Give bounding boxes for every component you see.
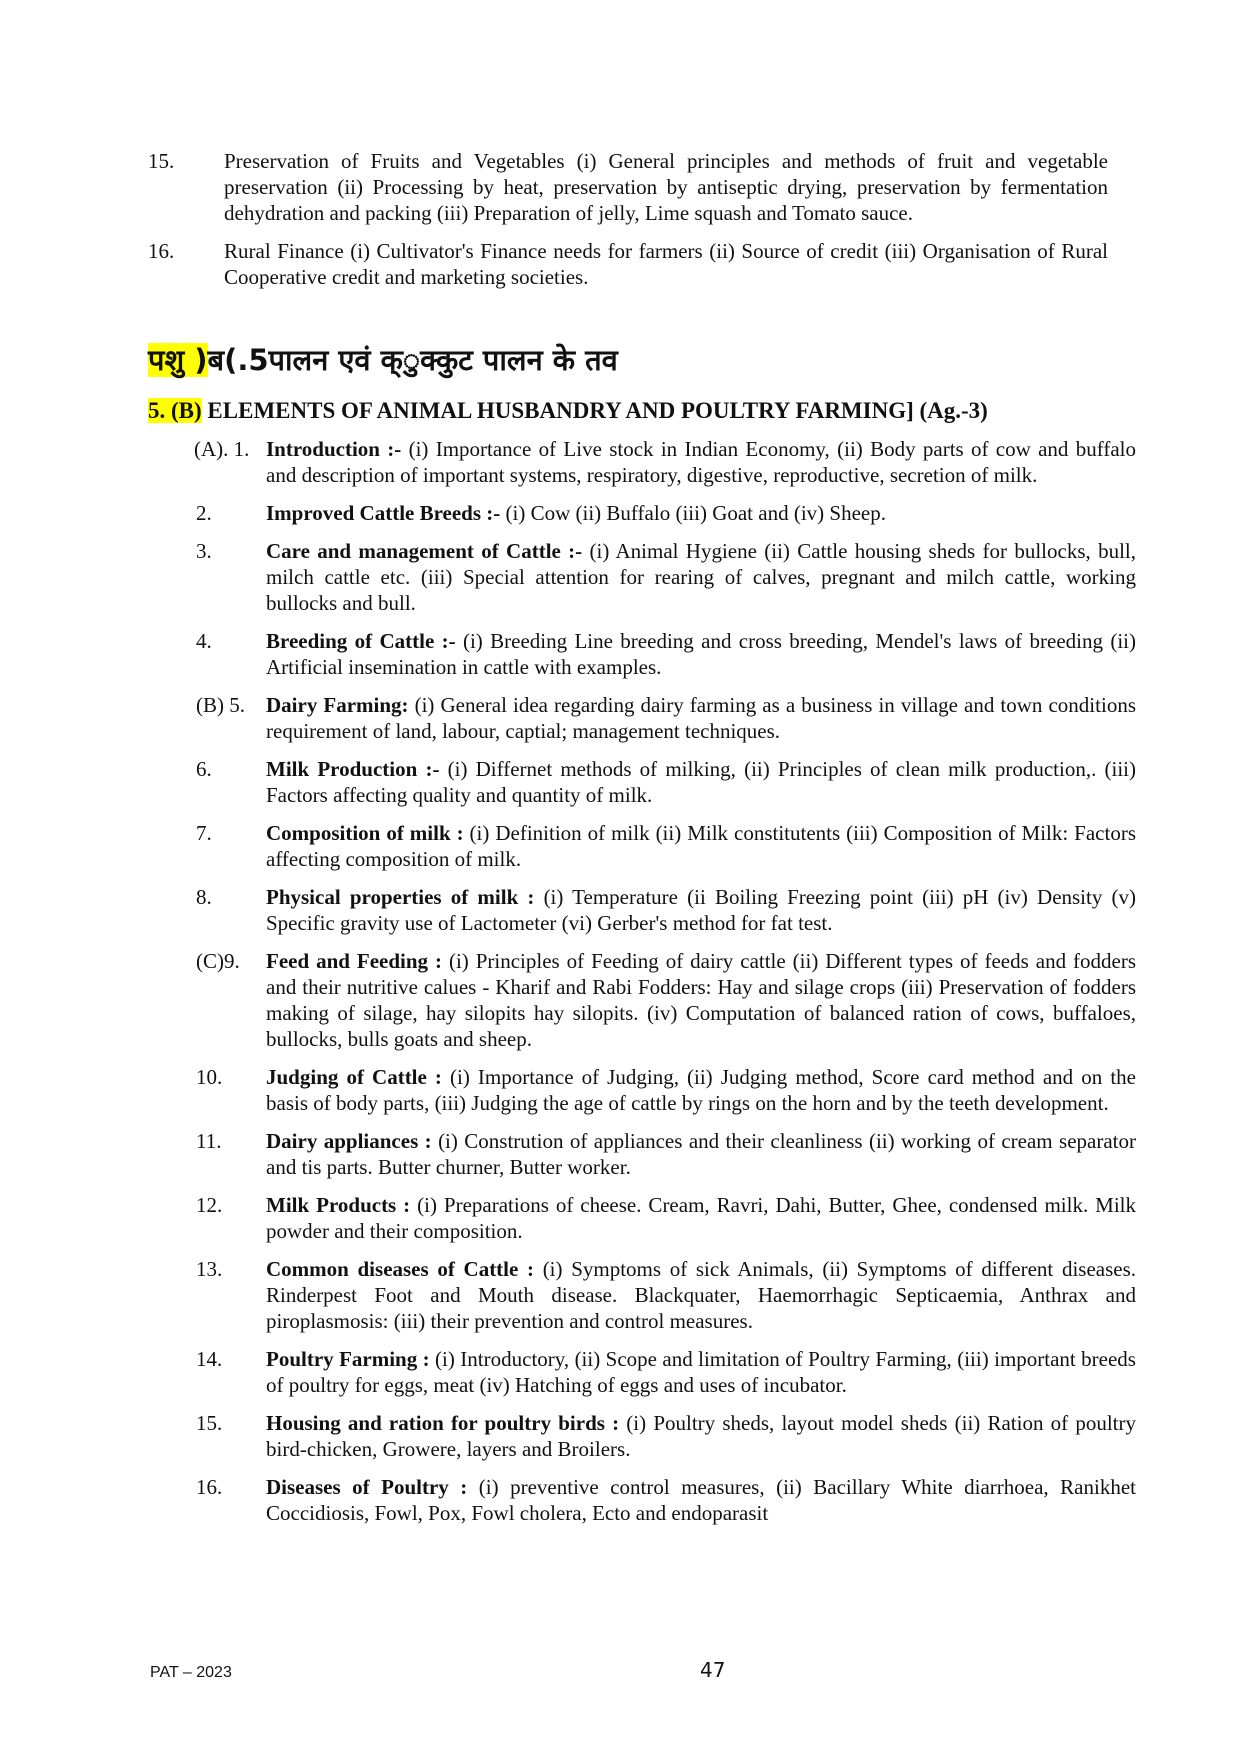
list-item [196,1256,1136,1334]
item-description: (i) Breeding Line breeding and cross breeding, Mendel's laws of breeding (ii) Artificial insemination in cattle with examples. [266,629,1136,679]
item-title: Introduction :- [266,437,402,461]
list-item [196,538,1136,616]
item-text [266,948,1136,1052]
item-title: Diseases of Poultry : [266,1475,468,1499]
item-description: (i) Temperature (ii Boiling Freezing point (iii) pH (iv) Density (v) Specific gravity use of Lactometer (vi) Gerber's method for fat test. [266,885,1137,935]
list-item [196,820,1136,872]
item-number: 4. [196,629,212,653]
item-title: Breeding of Cattle :- [266,629,456,653]
section-heading-highlight: 5. (B) [148,398,202,423]
item-number: 10. [196,1065,223,1089]
item-title: Milk Products : [266,1193,411,1217]
item-text [266,756,1136,808]
item-number: (A). 1. [194,437,250,461]
item-number: 8. [196,885,212,909]
list-item [196,756,1136,808]
item-title: Composition of milk : [266,821,464,845]
item-number: 2. [196,501,212,525]
item-text [266,538,1136,616]
item-title: Judging of Cattle : [266,1065,442,1089]
hindi-heading-highlight: पशु ) [148,343,208,377]
item-number: 14. [196,1347,223,1371]
item-text [266,820,1136,872]
item-number: (B) 5. [196,693,245,717]
item-description: (i) Animal Hygiene (ii) Cattle housing sheds for bullocks, bull, milch cattle etc. (iii) Special attention for rearing of calves, pregnant and milch cattle, working bullocks and bull. [266,539,1136,615]
item-text [266,1474,1136,1526]
item-description: (i) Preparations of cheese. Cream, Ravri, Dahi, Butter, Ghee, condensed milk. Milk powder and their composition. [266,1193,1136,1243]
item-description: (i) Introductory, (ii) Scope and limitation of Poultry Farming, (iii) important breeds of poultry for eggs, meat (iv) Hatching of eggs and uses of incubator. [266,1347,1136,1397]
list-item [196,436,1136,488]
item-title: Feed and Feeding : [266,949,443,973]
item-number: 15. [196,1411,223,1435]
item-description: (i) Importance of Judging, (ii) Judging method, Score card method and on the basis of body parts, (iii) Judging the age of cattle by rings on the horn and by the teeth development. [266,1065,1136,1115]
page-number: 47 [700,1658,726,1682]
item-description: (i) preventive control measures, (ii) Bacillary White diarrhoea, Ranikhet Coccidiosis, Fowl, Pox, Fowl cholera, Ecto and endoparasit [266,1475,1136,1525]
item-number: 16. [148,239,175,263]
item-text: Rural Finance (i) Cultivator's Finance needs for farmers (ii) Source of credit (iii) Organisation of Rural Cooperative credit and marketing societies. [224,239,1108,289]
list-item [148,238,1108,290]
item-description: (i) Importance of Live stock in Indian Economy, (ii) Body parts of cow and buffalo and description of important systems, respiratory, digestive, reproductive, secretion of milk. [266,437,1136,487]
item-text [266,692,1136,744]
list-item [196,1064,1136,1116]
item-description: (i) Cow (ii) Buffalo (iii) Goat and (iv) Sheep. [500,501,886,525]
list-item [196,1474,1136,1526]
list-item [196,948,1136,1052]
item-text: Preservation of Fruits and Vegetables (i) General principles and methods of fruit and vegetable preservation (ii) Processing by heat, preservation by antiseptic drying, preservation by fermentation dehydration and packing (iii) Preparation of jelly, Lime squash and Tomato sauce. [224,149,1108,225]
list-item [196,1192,1136,1244]
list-item [196,884,1136,936]
item-number: 7. [196,821,212,845]
list-item [196,500,1136,526]
item-text [266,1256,1136,1334]
footer-label: PAT – 2023 [150,1664,232,1681]
item-title: Dairy appliances : [266,1129,432,1153]
item-description: (i) General idea regarding dairy farming as a business in village and town conditions requirement of land, labour, captial; management techniques. [266,693,1136,743]
list-item [196,1410,1136,1462]
item-title: Improved Cattle Breeds :- [266,501,501,525]
list-item [196,628,1136,680]
item-description: (i) Symptoms of sick Animals, (ii) Symptoms of different diseases. Rinderpest Foot and Mouth disease. Blackquater, Haemorrhagic Septicaemia, Anthrax and piroplasmosis: (iii) their prevention and control measures. [266,1257,1137,1333]
item-text [266,628,1136,680]
item-text [266,1410,1136,1462]
item-title: Poultry Farming : [266,1347,430,1371]
item-description: (i) Principles of Feeding of dairy cattle (ii) Different types of feeds and fodders and their nutritive calues - Kharif and Rabi Fodders: Hay and silage crops (iii) Preservation of fodders making of silage, hay silopits hay silopits. (iv) Computation of balanced ration of cows, buffaloes, bullocks, bulls goats and sheep. [266,949,1136,1051]
item-title: Dairy Farming: [266,693,409,717]
item-number: (C)9. [196,949,240,973]
item-text [266,1128,1136,1180]
item-text [266,436,1136,488]
item-number: 13. [196,1257,223,1281]
item-title: Physical properties of milk : [266,885,535,909]
hindi-heading-text: ब(.5पालन एवं क्ुक्कुट पालन के तव [207,343,618,377]
item-description: (i) Constrution of appliances and their cleanliness (ii) working of cream separator and tis parts. Butter churner, Butter worker. [266,1129,1136,1179]
item-text [266,1064,1136,1116]
item-number: 12. [196,1193,223,1217]
item-description: (i) Definition of milk (ii) Milk constitutents (iii) Composition of Milk: Factors affecting composition of milk. [266,821,1136,871]
section-heading [148,396,988,426]
item-text [266,884,1136,936]
item-number: 6. [196,757,212,781]
list-item [148,148,1108,226]
list-item [196,692,1136,744]
syllabus-list [196,436,1136,1538]
item-title: Milk Production :- [266,757,440,781]
item-text [266,500,1136,526]
item-title: Housing and ration for poultry birds : [266,1411,620,1435]
item-title: Common diseases of Cattle : [266,1257,535,1281]
hindi-section-heading [148,338,618,382]
item-title: Care and management of Cattle :- [266,539,583,563]
list-item [196,1128,1136,1180]
item-number: 11. [196,1129,222,1153]
item-description: (i) Differnet methods of milking, (ii) Principles of clean milk production,. (iii) Factors affecting quality and quantity of milk. [266,757,1136,807]
item-number: 16. [196,1475,223,1499]
top-list [148,148,1108,302]
section-heading-text: ELEMENTS OF ANIMAL HUSBANDRY AND POULTRY FARMING] (Ag.-3) [201,398,988,423]
item-text [266,1192,1136,1244]
item-number: 15. [148,149,175,173]
item-number: 3. [196,539,212,563]
list-item [196,1346,1136,1398]
item-text [266,1346,1136,1398]
item-description: (i) Poultry sheds, layout model sheds (ii) Ration of poultry bird-chicken, Growere, layers and Broilers. [266,1411,1137,1461]
